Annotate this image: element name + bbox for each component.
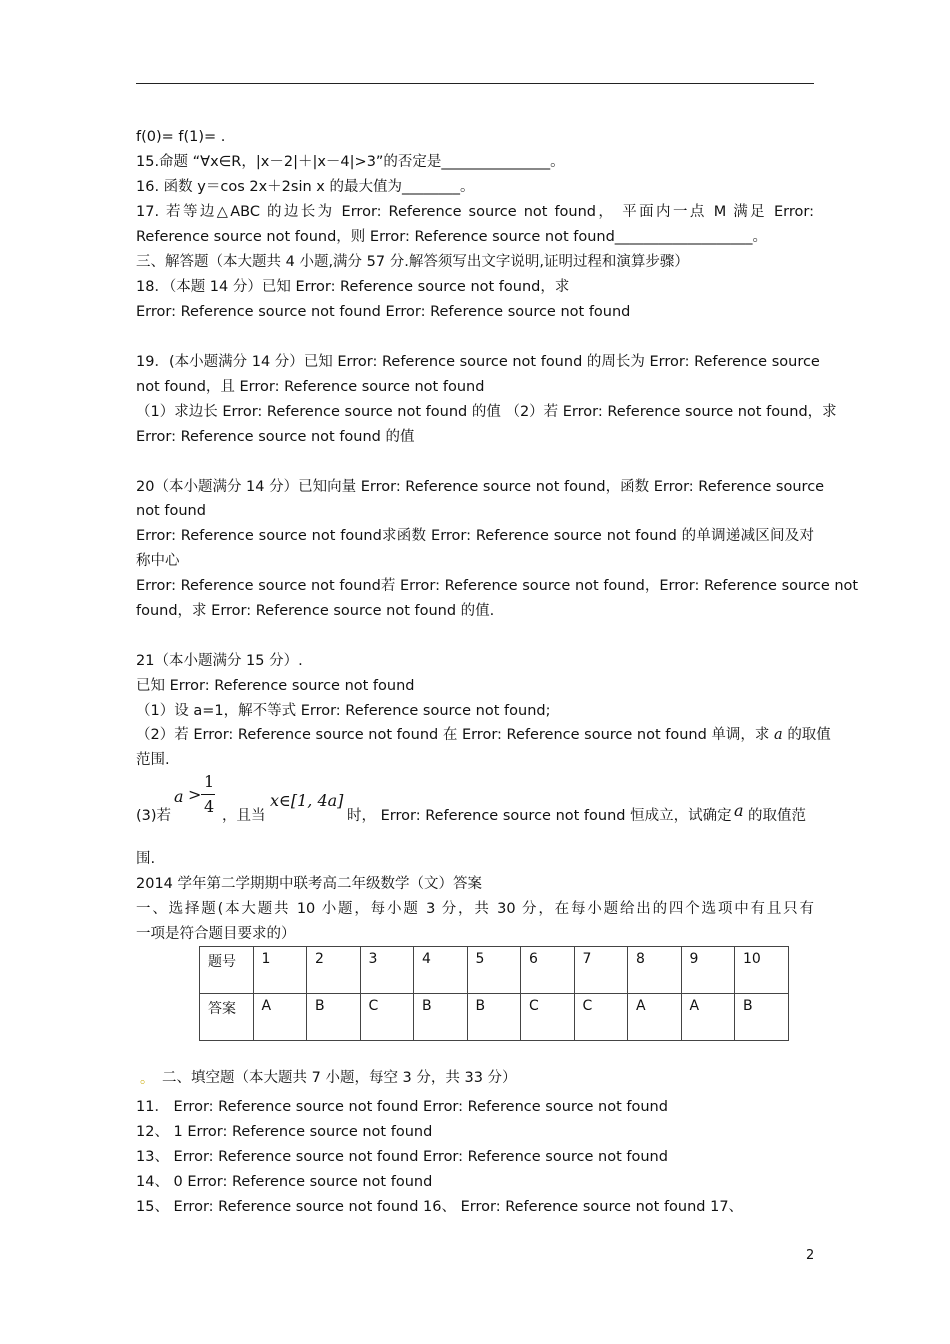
table-cell: B [467,994,521,1041]
text-line: found，求 Error: Reference source not found 的值. [136,603,495,619]
answer-11: 11． Error: Reference source not found Error: Reference source not found [136,1099,668,1115]
question-21: 21（本小题满分 15 分）. [136,653,303,669]
text-line: 称中心 [136,553,180,569]
table-cell: 9 [681,947,735,994]
question-20: 20（本小题满分 14 分）已知向量 Error: Reference source not found，函数 Error: Reference source [136,479,825,495]
table-cell: 4 [414,947,468,994]
answer-12: 12、 1 Error: Reference source not found [136,1124,433,1140]
text-line: Error: Reference source not found Error: Reference source not found [136,304,631,320]
section-3-heading: 三、解答题（本大题共 4 小题,满分 57 分.解答须写出文字说明,证明过程和演算步骤） [136,254,689,270]
answer-15-17: 15、 Error: Reference source not found 16、 Error: Reference source not found 17、 [136,1199,744,1215]
table-cell: B [414,994,468,1041]
math-interval: x∈[1, 4a] [270,791,344,810]
table-cell: C [521,994,575,1041]
text-segment: 时， Error: Reference source not found 恒成立，试确定 [347,808,732,824]
text-line: 范围. [136,752,170,768]
table-cell: B [735,994,789,1041]
answer-14: 14、 0 Error: Reference source not found [136,1174,433,1190]
table-cell: 2 [307,947,361,994]
text-line: Reference source not found，则 Error: Reference source not found___________________。 [136,229,768,245]
section-1-heading: 一、选择题(本大题共 10 小题，每小题 3 分，共 30 分，在每小题给出的四个选项中有且只有 [136,901,814,917]
text-line: （1）求边长 Error: Reference source not found 的值 （2）若 Error: Reference source not found，求 [136,404,837,420]
table-cell: 5 [467,947,521,994]
answer-table [199,946,789,1041]
text-line: Error: Reference source not found求函数 Error: Reference source not found 的单调递减区间及对 [136,528,814,544]
text-line: （1）设 a=1，解不等式 Error: Reference source not found; [136,703,551,719]
table-cell: 10 [735,947,789,994]
answer-title: 2014 学年第二学期期中联考高二年级数学（文）答案 [136,876,483,892]
table-cell: 7 [574,947,628,994]
question-18: 18．（本题 14 分）已知 Error: Reference source not found，求 [136,279,570,295]
fraction-denominator: 4 [204,797,215,816]
table-cell: A [628,994,682,1041]
math-var: a [774,727,783,743]
question-16: 16. 函数 y＝cos 2x＋2sin x 的最大值为________。 [136,179,475,195]
table-cell: 1 [253,947,307,994]
table-cell: A [253,994,307,1041]
answer-13: 13、 Error: Reference source not found Error: Reference source not found [136,1149,668,1165]
math-var: a [174,787,184,806]
page-number: 2 [806,1248,815,1263]
text-line: f(0)= f(1)= . [136,129,226,145]
table-header-cell: 题号 [200,947,254,994]
marker-dot: 。 [140,1071,154,1087]
text-line: 一项是符合题目要求的） [136,926,296,942]
fraction-numerator: 1 [204,772,215,791]
text-line [136,725,831,745]
text-line: 围. [136,851,156,867]
header-rule [136,83,814,84]
table-cell: 6 [521,947,575,994]
text-line: Error: Reference source not found若 Error: Reference source not found，Error: Reference source not [136,578,859,594]
text-segment: 的取值 [787,727,831,743]
text-line: 已知 Error: Reference source not found [136,678,415,694]
text-segment: ，且当 [222,808,266,824]
table-cell: A [681,994,735,1041]
math-operator: > [188,785,202,804]
table-cell: B [307,994,361,1041]
table-cell: C [360,994,414,1041]
table-header-cell: 答案 [200,994,254,1041]
text-segment: （2）若 Error: Reference source not found 在 Error: Reference source not found 单调，求 [136,727,770,743]
text-segment: (3)若 [136,808,172,824]
question-15: 15.命题 “∀x∈R，|x－2|＋|x－4|>3”的否定是_______________。 [136,154,565,170]
text-line: not found，且 Error: Reference source not found [136,379,485,395]
table-cell: 8 [628,947,682,994]
table-cell: 3 [360,947,414,994]
text-line: not found [136,503,206,519]
math-var: a [734,801,744,820]
table-row [200,994,789,1041]
text-segment: 的取值范 [748,808,806,824]
question-19: 19．(本小题满分 14 分）已知 Error: Reference source not found 的周长为 Error: Reference source [136,354,820,370]
question-17: 17. 若等边△ABC 的边长为 Error: Reference source not found， 平面内一点 M 满足 Error: [136,204,814,220]
text-line: Error: Reference source not found 的值 [136,429,415,445]
table-cell: C [574,994,628,1041]
table-row [200,947,789,994]
fraction-bar [201,794,215,795]
section-2-heading: 二、填空题（本大题共 7 小题，每空 3 分，共 33 分） [162,1070,517,1086]
